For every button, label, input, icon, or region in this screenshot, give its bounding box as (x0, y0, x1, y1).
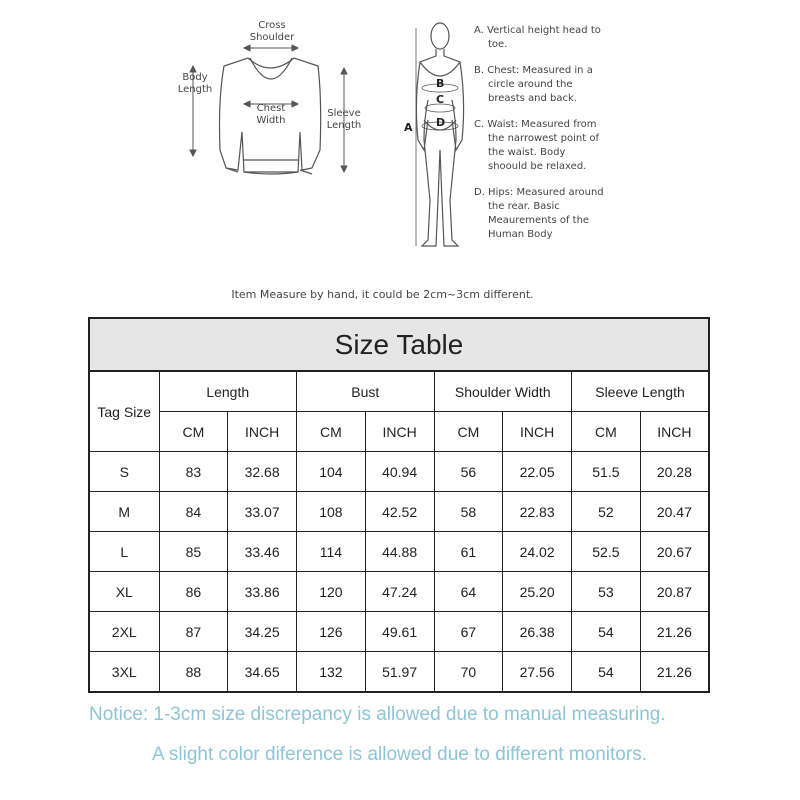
body-length-label: Body Length (177, 72, 213, 95)
sleeve-length-header: Sleeve Length (572, 371, 710, 412)
manual-measuring-notice: Notice: 1-3cm size discrepancy is allowed due to manual measuring. (89, 704, 666, 725)
table-cell: 83 (159, 452, 228, 492)
table-cell: 27.56 (503, 652, 572, 693)
tag-size-header: Tag Size (89, 371, 159, 452)
table-row (89, 612, 709, 652)
size-cell: 3XL (89, 652, 159, 693)
chest-letter: B (436, 77, 445, 90)
table-cell: 25.20 (503, 572, 572, 612)
table-cell: 52 (572, 492, 641, 532)
unit-header: CM (297, 412, 366, 452)
table-cell: 20.47 (640, 492, 709, 532)
table-cell: 24.02 (503, 532, 572, 572)
measure-disclaimer: Item Measure by hand, it could be 2cm~3cm different. (231, 288, 534, 301)
table-row (89, 652, 709, 693)
size-cell: XL (89, 572, 159, 612)
table-cell: 108 (297, 492, 366, 532)
table-cell: 88 (159, 652, 228, 693)
cross-shoulder-label: Cross Shoulder (249, 20, 295, 43)
table-cell: 58 (434, 492, 503, 532)
color-difference-notice: A slight color diference is allowed due to different monitors. (152, 744, 647, 765)
measurement-diagrams (0, 0, 800, 305)
table-cell: 49.61 (365, 612, 434, 652)
table-cell: 54 (572, 612, 641, 652)
table-cell: 64 (434, 572, 503, 612)
size-cell: L (89, 532, 159, 572)
table-cell: 20.28 (640, 452, 709, 492)
waist-note: C. Waist: Measured from the narrowest point of the waist. Body shoould be relaxed. (474, 119, 599, 172)
table-cell: 47.24 (365, 572, 434, 612)
table-cell: 52.5 (572, 532, 641, 572)
unit-header: INCH (640, 412, 709, 452)
table-cell: 34.25 (228, 612, 297, 652)
size-cell: M (89, 492, 159, 532)
table-cell: 32.68 (228, 452, 297, 492)
units-row (89, 412, 709, 452)
table-cell: 21.26 (640, 612, 709, 652)
table-cell: 51.5 (572, 452, 641, 492)
table-cell: 44.88 (365, 532, 434, 572)
table-row (89, 452, 709, 492)
bust-header: Bust (297, 371, 435, 412)
table-cell: 20.87 (640, 572, 709, 612)
table-cell: 114 (297, 532, 366, 572)
table-cell: 33.86 (228, 572, 297, 612)
unit-header: CM (572, 412, 641, 452)
table-cell: 120 (297, 572, 366, 612)
table-cell: 67 (434, 612, 503, 652)
table-row (89, 492, 709, 532)
body-measurement-notes (474, 24, 604, 254)
size-cell: 2XL (89, 612, 159, 652)
table-cell: 61 (434, 532, 503, 572)
table-cell: 20.67 (640, 532, 709, 572)
unit-header: CM (159, 412, 228, 452)
table-title: Size Table (89, 318, 709, 371)
height-letter: A (404, 121, 413, 134)
table-cell: 54 (572, 652, 641, 693)
table-cell: 51.97 (365, 652, 434, 693)
unit-header: CM (434, 412, 503, 452)
height-note: A. Vertical height head to toe. (474, 25, 601, 50)
table-cell: 53 (572, 572, 641, 612)
hips-note: D. Hips: Measured around the rear. Basic Meaurements of the Human Body (474, 187, 604, 240)
unit-header: INCH (365, 412, 434, 452)
table-cell: 104 (297, 452, 366, 492)
table-cell: 33.46 (228, 532, 297, 572)
table-cell: 42.52 (365, 492, 434, 532)
table-cell: 26.38 (503, 612, 572, 652)
shoulder-width-header: Shoulder Width (434, 371, 572, 412)
table-cell: 22.05 (503, 452, 572, 492)
table-cell: 132 (297, 652, 366, 693)
chest-width-label: Chest Width (256, 103, 286, 126)
waist-letter: C (436, 93, 445, 106)
table-cell: 84 (159, 492, 228, 532)
hips-letter: D (436, 116, 446, 129)
table-cell: 34.65 (228, 652, 297, 693)
table-cell: 56 (434, 452, 503, 492)
table-cell: 33.07 (228, 492, 297, 532)
table-cell: 87 (159, 612, 228, 652)
table-cell: 22.83 (503, 492, 572, 532)
size-table (88, 317, 710, 693)
table-cell: 85 (159, 532, 228, 572)
table-cell: 21.26 (640, 652, 709, 693)
table-cell: 86 (159, 572, 228, 612)
unit-header: INCH (503, 412, 572, 452)
chest-note: B. Chest: Measured in a circle around the breasts and back. (474, 65, 593, 104)
size-cell: S (89, 452, 159, 492)
sweater-illustration (0, 0, 800, 300)
table-cell: 40.94 (365, 452, 434, 492)
unit-header: INCH (228, 412, 297, 452)
sleeve-length-label: Sleeve Length (326, 108, 362, 131)
length-header: Length (159, 371, 297, 412)
table-row (89, 572, 709, 612)
table-cell: 126 (297, 612, 366, 652)
table-row (89, 532, 709, 572)
table-cell: 70 (434, 652, 503, 693)
